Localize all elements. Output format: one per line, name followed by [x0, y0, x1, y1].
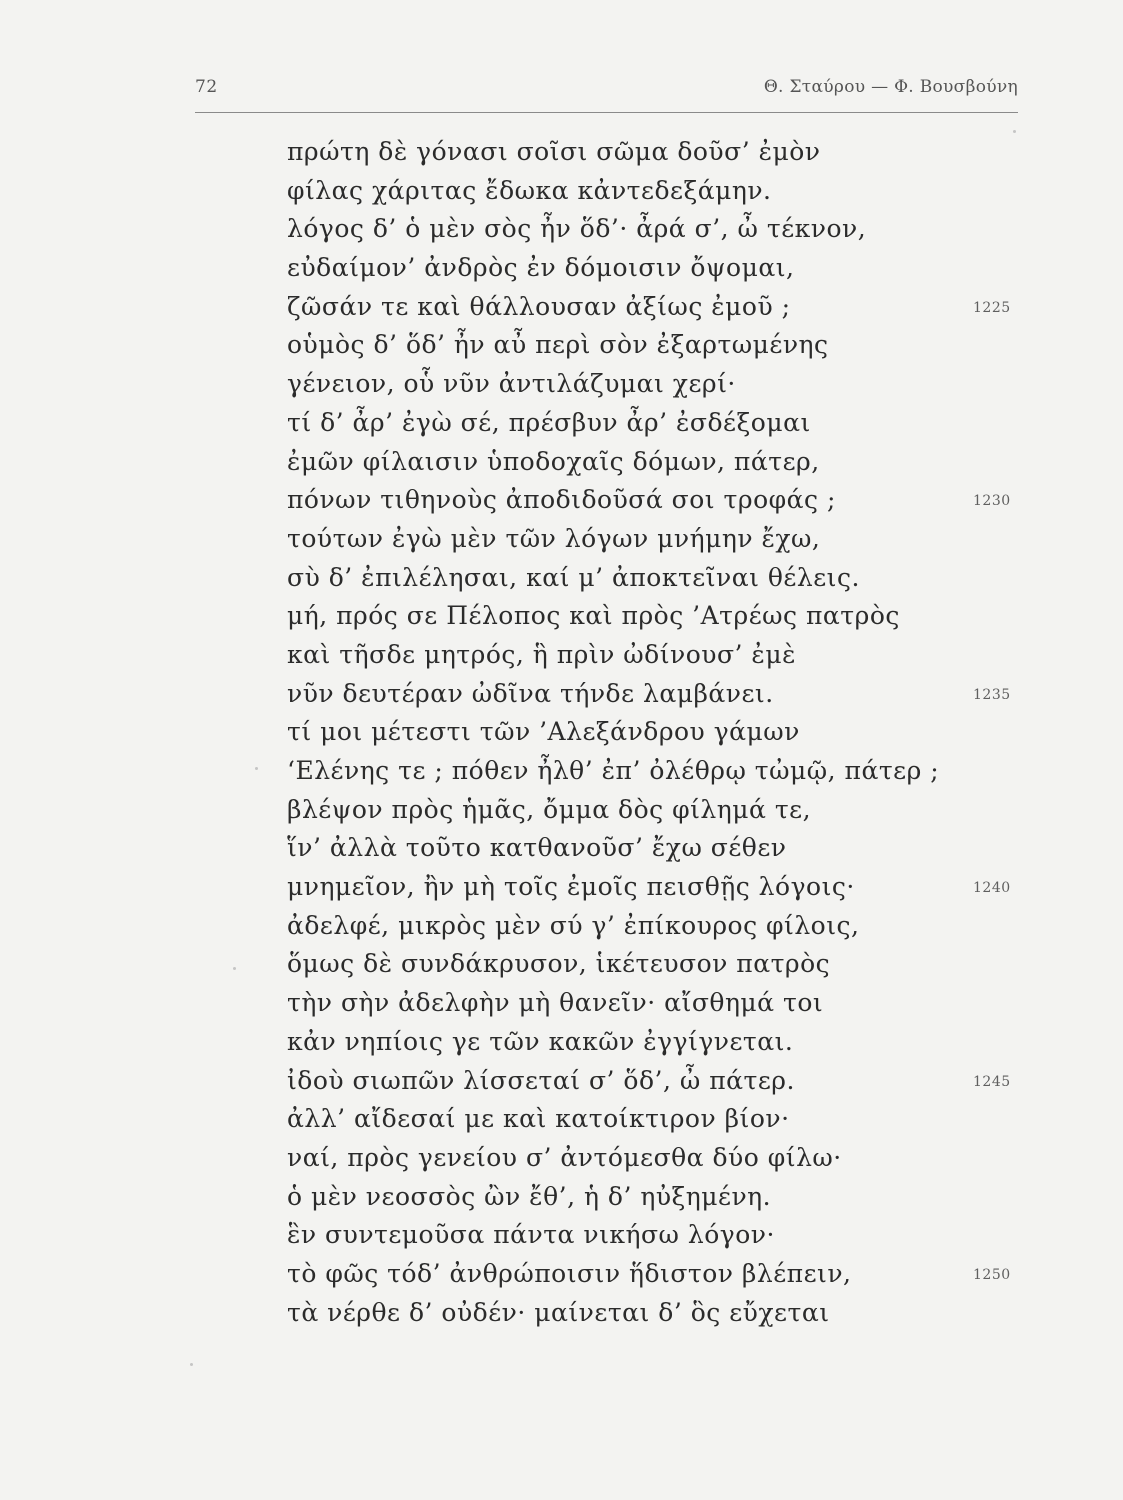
verse-line	[287, 675, 1047, 714]
verse-line	[287, 249, 1047, 288]
verse-line	[287, 868, 1047, 907]
verse-line-text: νῦν δευτέραν ὠδῖνα τήνδε λαμβάνει.	[287, 678, 774, 708]
verse-line	[287, 1178, 1047, 1217]
verse-line-text: ἓν συντεμοῦσα πάντα νικήσω λόγον·	[287, 1220, 775, 1250]
line-number: 1240	[973, 880, 1011, 897]
line-number: 1235	[973, 686, 1011, 703]
verse-line-text: ἀδελφέ, μικρὸς μὲν σύ γ’ ἐπίκουρος φίλοις,	[287, 910, 860, 940]
verse-line	[287, 1255, 1047, 1294]
verse-line	[287, 481, 1047, 520]
verse-line-text: εὐδαίμον’ ἀνδρὸς ἐν δόμοισιν ὄψομαι,	[287, 253, 795, 283]
verse-line	[287, 636, 1047, 675]
page-header	[195, 72, 1018, 113]
line-number: 1245	[973, 1073, 1011, 1090]
verse-line	[287, 1294, 1047, 1333]
verse-line-text: ναί, πρὸς γενείου σ’ ἀντόμεσθα δύο φίλω·	[287, 1142, 842, 1172]
verse-line-text: λόγος δ’ ὁ μὲν σὸς ἦν ὅδ’· ἆρά σ’, ὦ τέκνον,	[287, 214, 867, 244]
verse-line	[287, 1139, 1047, 1178]
verse-line-text: καὶ τῆσδε μητρός, ἣ πρὶν ὠδίνουσ’ ἐμὲ	[287, 639, 797, 669]
verse-line	[287, 1062, 1047, 1101]
paper-speck	[233, 967, 236, 970]
paper-speck	[190, 1363, 193, 1366]
verse-line-text: μνημεῖον, ἢν μὴ τοῖς ἐμοῖς πεισθῇς λόγοις·	[287, 872, 855, 902]
verse-line	[287, 520, 1047, 559]
verse-line-text: φίλας χάριτας ἔδωκα κἀντεδεξάμην.	[287, 175, 772, 205]
verse-line	[287, 1216, 1047, 1255]
verse-line-text: ἰδοὺ σιωπῶν λίσσεταί σ’ ὅδ’, ὦ πάτερ.	[287, 1065, 795, 1095]
verse-line	[287, 133, 1047, 172]
verse-line-text: οὑμὸς δ’ ὅδ’ ἦν αὖ περὶ σὸν ἐξαρτωμένης	[287, 330, 829, 360]
running-head: Θ. Σταύρου — Φ. Βουσβούνη	[763, 77, 1018, 97]
verse-line-text: τὴν σὴν ἀδελφὴν μὴ θανεῖν· αἴσθημά τοι	[287, 988, 824, 1018]
verse-line	[287, 713, 1047, 752]
verse-line-text: ἵν’ ἀλλὰ τοῦτο κατθανοῦσ’ ἔχω σέθεν	[287, 833, 787, 863]
verse-line-text: πόνων τιθηνοὺς ἀποδιδοῦσά σοι τροφάς ;	[287, 485, 836, 515]
verse-line-text: γένειον, οὗ νῦν ἀντιλάζυμαι χερί·	[287, 369, 736, 399]
verse-line	[287, 559, 1047, 598]
verse-line-text: τί δ’ ἆρ’ ἐγὼ σέ, πρέσβυν ἆρ’ ἐσδέξομαι	[287, 407, 811, 437]
verse-line-text: τούτων ἐγὼ μὲν τῶν λόγων μνήμην ἔχω,	[287, 523, 821, 553]
verse-line	[287, 791, 1047, 830]
verse-line-text: πρώτη δὲ γόνασι σοῖσι σῶμα δοῦσ’ ἐμὸν	[287, 137, 821, 166]
line-number: 1230	[973, 493, 1011, 510]
page-number: 72	[195, 77, 218, 97]
verse-line	[287, 172, 1047, 211]
verse-line	[287, 404, 1047, 443]
verse-line-text: ὅμως δὲ συνδάκρυσον, ἱκέτευσον πατρὸς	[287, 949, 831, 979]
verse-line	[287, 907, 1047, 946]
verse-line	[287, 326, 1047, 365]
verse-line	[287, 210, 1047, 249]
verse-line-text: ὁ μὲν νεοσσὸς ὢν ἔθ’, ἡ δ’ ηὐξημένη.	[287, 1181, 772, 1211]
verse-line-text: βλέψον πρὸς ἡμᾶς, ὄμμα δὸς φίλημά τε,	[287, 794, 812, 824]
verse-line	[287, 945, 1047, 984]
verse-line	[287, 597, 1047, 636]
verse-line-text: ζῶσάν τε καὶ θάλλουσαν ἀξίως ἐμοῦ ;	[287, 291, 791, 321]
line-number: 1250	[973, 1266, 1011, 1283]
verse-line-text: τὰ νέρθε δ’ οὐδέν· μαίνεται δ’ ὃς εὔχεται	[287, 1297, 830, 1327]
verse-line-text: τί μοι μέτεστι τῶν ’Αλεξάνδρου γάμων	[287, 717, 800, 747]
verse-line-text: σὺ δ’ ἐπιλέλησαι, καί μ’ ἀποκτεῖναι θέλεις.	[287, 562, 860, 592]
verse-line	[287, 829, 1047, 868]
paper-speck	[1013, 130, 1016, 133]
verse-line	[287, 752, 1047, 791]
verse-line	[287, 1023, 1047, 1062]
verse-line	[287, 443, 1047, 482]
verse-line-text: ἀλλ’ αἴδεσαί με καὶ κατοίκτιρον βίον·	[287, 1104, 790, 1134]
verse-line	[287, 984, 1047, 1023]
verse-line	[287, 288, 1047, 327]
verse-block	[287, 133, 1047, 1332]
paper-speck	[255, 767, 258, 770]
verse-line-text: ἐμῶν φίλαισιν ὑποδοχαῖς δόμων, πάτερ,	[287, 446, 820, 476]
verse-line-text: ‘Ελένης τε ; πόθεν ἦλθ’ ἐπ’ ὀλέθρῳ τὠμῷ, πάτερ ;	[287, 756, 940, 785]
verse-line	[287, 365, 1047, 404]
line-number: 1225	[973, 299, 1011, 316]
verse-line	[287, 1100, 1047, 1139]
verse-line-text: μή, πρός σε Πέλοπος καὶ πρὸς ’Ατρέως πατρὸς	[287, 601, 900, 631]
verse-line-text: κἀν νηπίοις γε τῶν κακῶν ἐγγίγνεται.	[287, 1026, 794, 1056]
verse-line-text: τὸ φῶς τόδ’ ἀνθρώποισιν ἥδιστον βλέπειν,	[287, 1258, 852, 1288]
